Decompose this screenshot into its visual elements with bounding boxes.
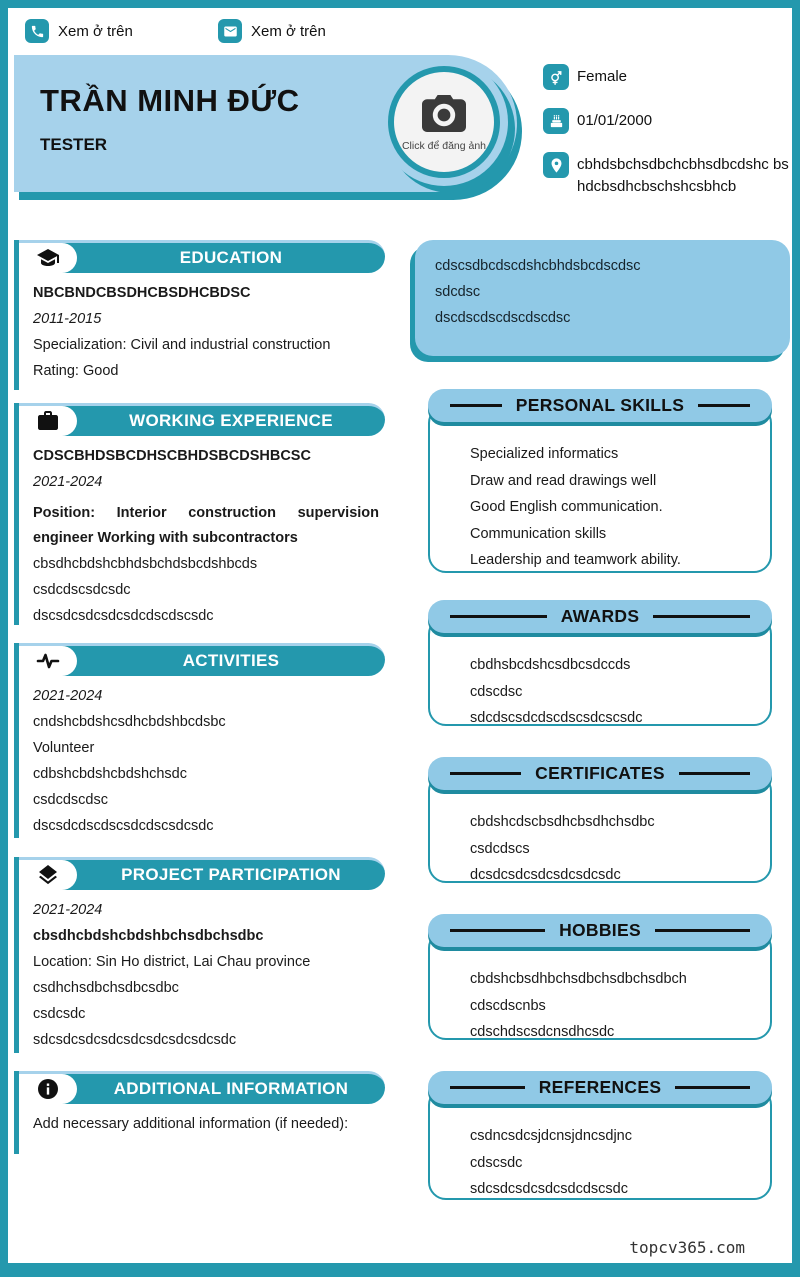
award-item: cdscdsc bbox=[470, 683, 523, 700]
skill-item: Draw and read drawings well bbox=[470, 472, 657, 489]
skills-header bbox=[428, 389, 772, 422]
experience-position: Position: Interior construction supervision engineer Working with subcontractors bbox=[33, 505, 379, 546]
hobby-item: cdscdscnbs bbox=[470, 997, 546, 1014]
email-label: Xem ở trên bbox=[251, 22, 326, 40]
objective-line: sdcdsc bbox=[435, 284, 481, 300]
layers-icon bbox=[19, 860, 77, 890]
photo-frame bbox=[380, 58, 508, 186]
briefcase-icon bbox=[19, 406, 77, 436]
watermark: topcv365.com bbox=[629, 1238, 745, 1257]
birthday-value: 01/01/2000 bbox=[577, 112, 653, 129]
hobbies-header bbox=[428, 914, 772, 947]
hobby-item: cdschdscsdcnsdhcsdc bbox=[470, 1024, 615, 1040]
activities-header bbox=[19, 643, 385, 676]
phone-label: Xem ở trên bbox=[58, 22, 133, 40]
section-additional-info bbox=[14, 1071, 385, 1154]
awards-header bbox=[428, 600, 772, 633]
skills-title: PERSONAL SKILLS bbox=[515, 395, 685, 415]
section-activities bbox=[14, 643, 385, 838]
experience-line: dscsdcsdcsdcsdcdscdscsdc bbox=[33, 608, 214, 624]
skill-item: Good English communication. bbox=[470, 499, 663, 515]
reference-item: cdscsdc bbox=[470, 1154, 523, 1171]
section-awards bbox=[428, 600, 772, 726]
certificate-item: dcsdcsdcsdcsdcsdcsdc bbox=[470, 867, 621, 883]
section-hobbies bbox=[428, 914, 772, 1040]
activities-title: ACTIVITIES bbox=[182, 651, 280, 670]
candidate-name: TRẦN MINH ĐỨC bbox=[40, 83, 300, 118]
camera-icon bbox=[418, 92, 470, 136]
experience-company: CDSCBHDSBCDHSCBHDSBCDSHBCSC bbox=[33, 448, 311, 464]
gender-value: Female bbox=[577, 68, 628, 85]
references-title: REFERENCES bbox=[538, 1077, 662, 1097]
location-pin-icon bbox=[543, 152, 569, 178]
envelope-icon bbox=[218, 19, 242, 43]
activity-pulse-icon bbox=[19, 646, 77, 676]
dash-line bbox=[698, 404, 750, 407]
projects-line: csdcsdc bbox=[33, 1006, 86, 1022]
education-title: EDUCATION bbox=[179, 248, 283, 267]
education-school: NBCBNDCBSDHCBSDHCBDSC bbox=[33, 285, 251, 301]
birthday-row bbox=[543, 108, 652, 134]
projects-name: cbsdhcbdshcbdshbchsdbchsdbc bbox=[33, 928, 264, 944]
activities-line: csdcdscdsc bbox=[33, 792, 108, 808]
info-icon bbox=[19, 1074, 77, 1104]
education-specialization: Specialization: Civil and industrial construction bbox=[33, 337, 331, 353]
experience-line: cbsdhcbdshcbhdsbchdsbcdshbcds bbox=[33, 556, 258, 572]
hobbies-title: HOBBIES bbox=[559, 920, 641, 940]
dash-line bbox=[655, 929, 750, 932]
activities-line: cndshcbdshcsdhcbdshbcdsbc bbox=[33, 714, 226, 730]
experience-line: csdcdscsdcsdc bbox=[33, 582, 131, 598]
photo-upload-label: Click để đăng ảnh bbox=[401, 140, 487, 152]
dash-line bbox=[450, 404, 502, 407]
job-title: TESTER bbox=[40, 135, 108, 154]
objective-line: dscdscdscdscdscdsc bbox=[435, 310, 571, 326]
skill-item: Specialized informatics bbox=[470, 446, 619, 462]
reference-item: csdncsdcsjdcnsjdncsdjnc bbox=[470, 1128, 632, 1144]
certificates-header bbox=[428, 757, 772, 790]
section-certificates bbox=[428, 757, 772, 883]
experience-years: 2021-2024 bbox=[33, 474, 103, 490]
projects-line: csdhchsdbchsdbcsdbc bbox=[33, 980, 179, 996]
section-references bbox=[428, 1071, 772, 1200]
dash-line bbox=[450, 929, 545, 932]
projects-years: 2021-2024 bbox=[33, 902, 103, 918]
education-years: 2011-2015 bbox=[33, 311, 102, 327]
objective-panel bbox=[415, 240, 790, 356]
experience-title: WORKING EXPERIENCE bbox=[129, 411, 333, 430]
dash-line bbox=[653, 615, 750, 618]
activities-line: dscsdcdscdscsdcdscsdcsdc bbox=[33, 818, 214, 834]
reference-item: sdcsdcsdcsdcsdcdscsdc bbox=[470, 1181, 628, 1197]
phone-icon bbox=[25, 19, 49, 43]
section-projects bbox=[14, 857, 385, 1053]
activities-line: cdbshcbdshcbdshchsdc bbox=[33, 766, 187, 782]
education-header bbox=[19, 240, 385, 273]
projects-title: PROJECT PARTICIPATION bbox=[121, 865, 341, 884]
projects-line: Location: Sin Ho district, Lai Chau province bbox=[33, 954, 311, 970]
birthday-cake-icon bbox=[543, 108, 569, 134]
projects-header bbox=[19, 857, 385, 890]
dash-line bbox=[450, 1086, 525, 1089]
section-education bbox=[14, 240, 385, 390]
dash-line bbox=[450, 615, 547, 618]
section-personal-skills bbox=[428, 389, 772, 573]
award-item: sdcdscsdcdscdscsdcscsdc bbox=[470, 710, 643, 726]
header bbox=[14, 55, 517, 192]
email-contact bbox=[218, 19, 326, 43]
certificate-item: cbdshcdscbsdhcbsdhchsdbc bbox=[470, 814, 655, 830]
certificate-item: csdcdscs bbox=[470, 840, 530, 857]
graduation-cap-icon bbox=[19, 243, 77, 273]
gender-row bbox=[543, 64, 627, 90]
experience-header bbox=[19, 403, 385, 436]
dash-line bbox=[679, 772, 750, 775]
references-header bbox=[428, 1071, 772, 1104]
section-experience bbox=[14, 403, 385, 625]
hobby-item: cbdshcbsdhbchsdbchsdbchsdbch bbox=[470, 971, 687, 987]
activities-line: Volunteer bbox=[33, 740, 95, 756]
address-value: cbhdsbchsdbchcbhsdbcdshc bshdcbsdhcbschshcsbhcb bbox=[577, 156, 789, 195]
address-row bbox=[543, 152, 792, 198]
phone-contact bbox=[25, 19, 133, 43]
gender-icon bbox=[543, 64, 569, 90]
dash-line bbox=[450, 772, 521, 775]
additional-line: Add necessary additional information (if needed): bbox=[33, 1116, 349, 1132]
activities-years: 2021-2024 bbox=[33, 688, 103, 704]
dash-line bbox=[675, 1086, 750, 1089]
awards-title: AWARDS bbox=[560, 606, 640, 626]
award-item: cbdhsbcdshcsdbcsdccds bbox=[470, 657, 631, 673]
projects-line: sdcsdcsdcsdcsdcsdcsdcsdcsdc bbox=[33, 1032, 237, 1048]
photo-upload-placeholder[interactable] bbox=[388, 66, 500, 178]
skill-item: Leadership and teamwork ability. bbox=[470, 552, 681, 568]
education-rating: Rating: Good bbox=[33, 363, 119, 379]
certificates-title: CERTIFICATES bbox=[535, 763, 665, 783]
skill-item: Communication skills bbox=[470, 525, 607, 542]
additional-header bbox=[19, 1071, 385, 1104]
objective-line: cdscsdbcdscdshcbhdsbcdscdsc bbox=[435, 258, 641, 274]
additional-title: ADDITIONAL INFORMATION bbox=[113, 1079, 349, 1098]
